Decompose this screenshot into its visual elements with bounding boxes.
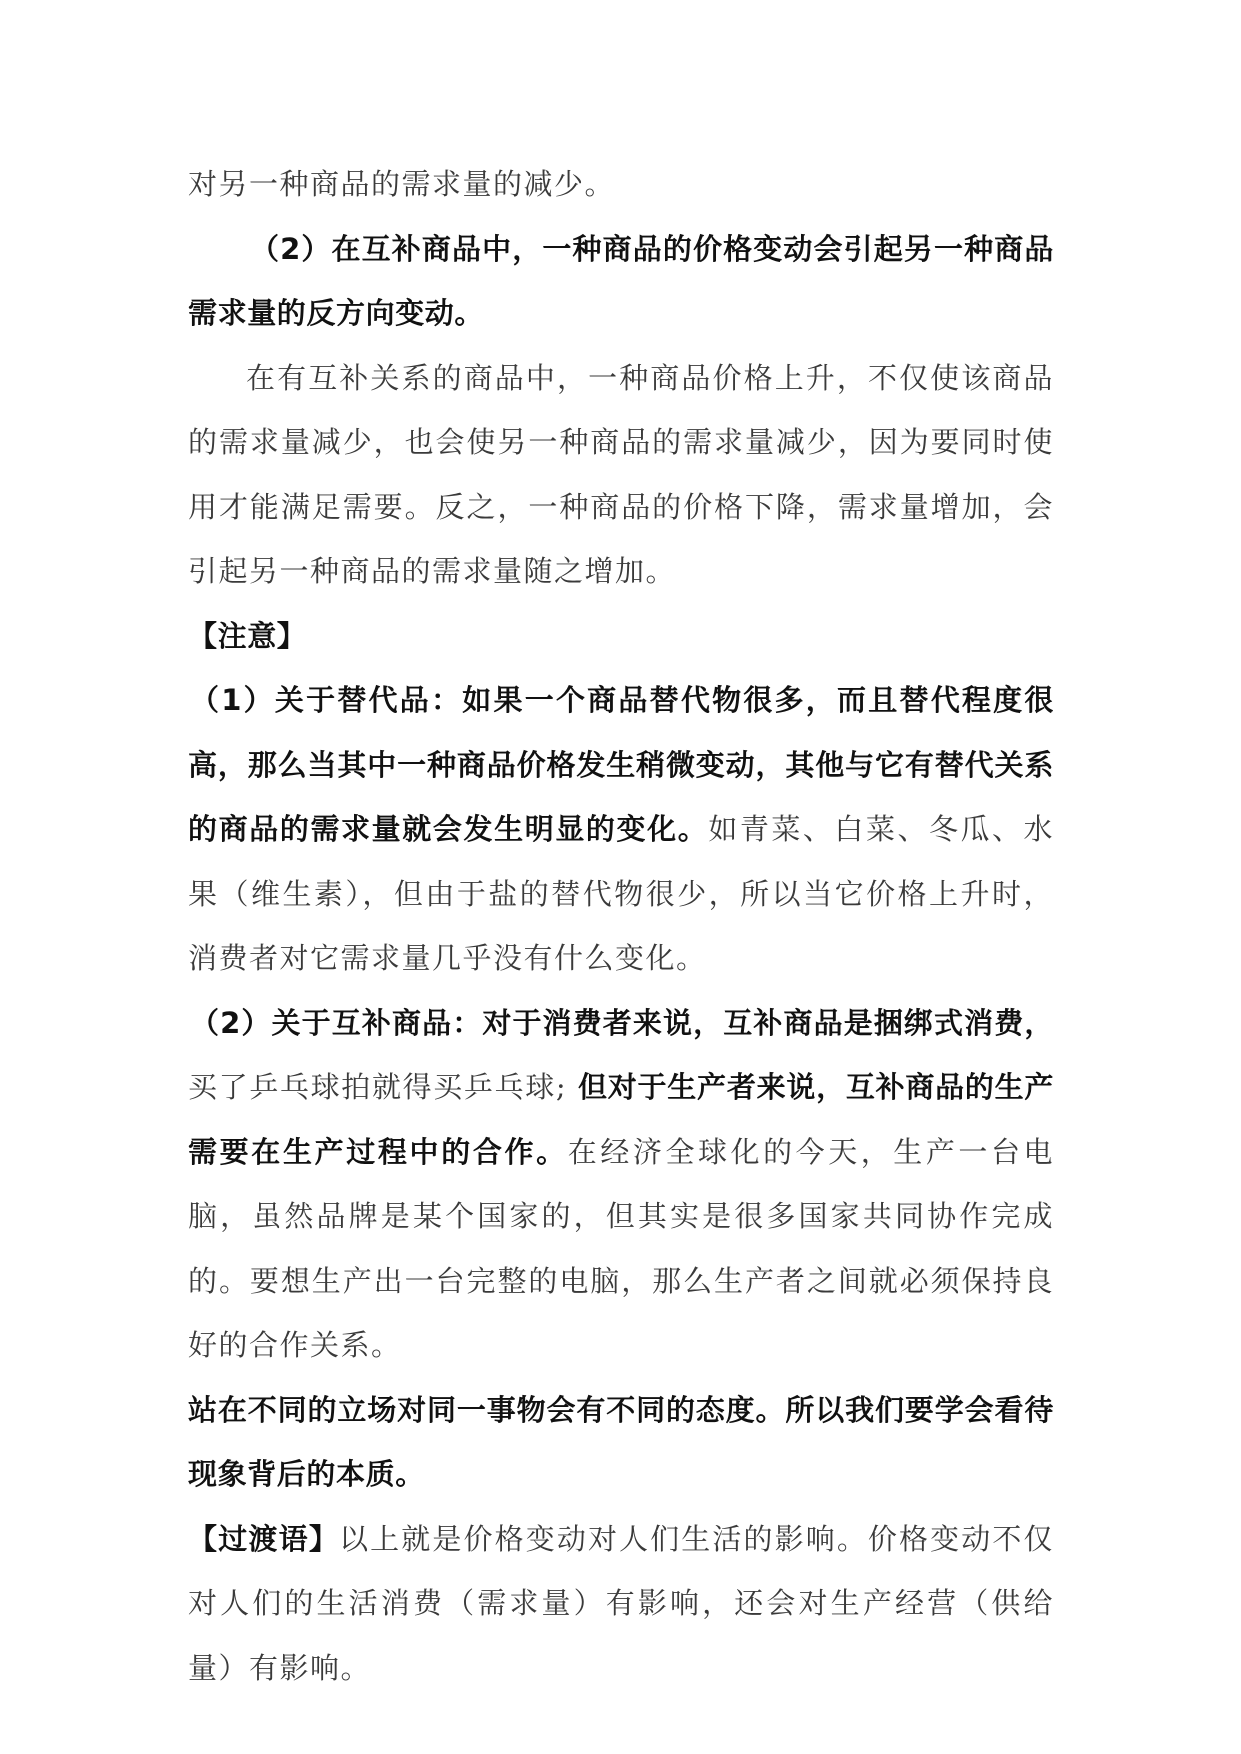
text-run-bold: 站在不同的立场对同一事物会有不同的态度。所以我们要学会看待现象背后的本质。	[188, 1392, 1054, 1491]
text-run: 以上就是价格变动对人们生活的影响。价格变动不仅对人们的生活消费（需求量）有影响，还会对生产经营（供给量）有影响。	[188, 1521, 1054, 1685]
paragraph-complementary-heading	[188, 217, 1054, 346]
paragraph-conclusion	[188, 1378, 1054, 1507]
paragraph-note-complements	[188, 991, 1054, 1378]
text-run-bold: 但对于生产者来说，互补商品的生产需要在生产过程中的合作。	[188, 1070, 1054, 1169]
text-run-bold: 【注意】	[188, 618, 307, 653]
text-run: 在有互补关系的商品中，一种商品价格上升，不仅使该商品的需求量减少，也会使另一种商品的需求量减少，因为要同时使用才能满足需要。反之，一种商品的价格下降，需求量增加，会引起另一种商品的需求量随之增加。	[188, 360, 1054, 588]
text-run-bold: （2）在互补商品中，一种商品的价格变动会引起另一种商品需求量的反方向变动。	[188, 231, 1054, 330]
text-run: 在经济全球化的今天，生产一台电脑，虽然品牌是某个国家的，但其实是很多国家共同协作完成的。要想生产出一台完整的电脑，那么生产者之间就必须保持良好的合作关系。	[188, 1134, 1054, 1362]
text-run-bold: 【过渡语】	[188, 1521, 340, 1556]
paragraph-continuation	[188, 152, 1054, 217]
paragraph-note-substitutes	[188, 668, 1054, 991]
paragraph-note-heading	[188, 604, 1054, 669]
paragraph-transition	[188, 1507, 1054, 1701]
text-run: 买了乒乓球拍就得买乒乓球;	[188, 1070, 568, 1104]
document-body	[188, 152, 1054, 1700]
text-run: 对另一种商品的需求量的减少。	[188, 167, 616, 201]
text-run-bold: （1）关于替代品：如果一个商品替代物很多，而且替代程度很高，那么当其中一种商品价格发生稍微变动，其他与它有替代关系的商品的需求量就会发生明显的变化。	[188, 683, 1054, 846]
paragraph-complementary-explanation	[188, 346, 1054, 604]
text-run-bold: （2）关于互补商品：对于消费者来说，互补商品是捆绑式消费，	[190, 1005, 1054, 1040]
text-run: 如青菜、白菜、冬瓜、水果（维生素），但由于盐的替代物很少，所以当它价格上升时，消费者对它需求量几乎没有什么变化。	[188, 812, 1054, 975]
